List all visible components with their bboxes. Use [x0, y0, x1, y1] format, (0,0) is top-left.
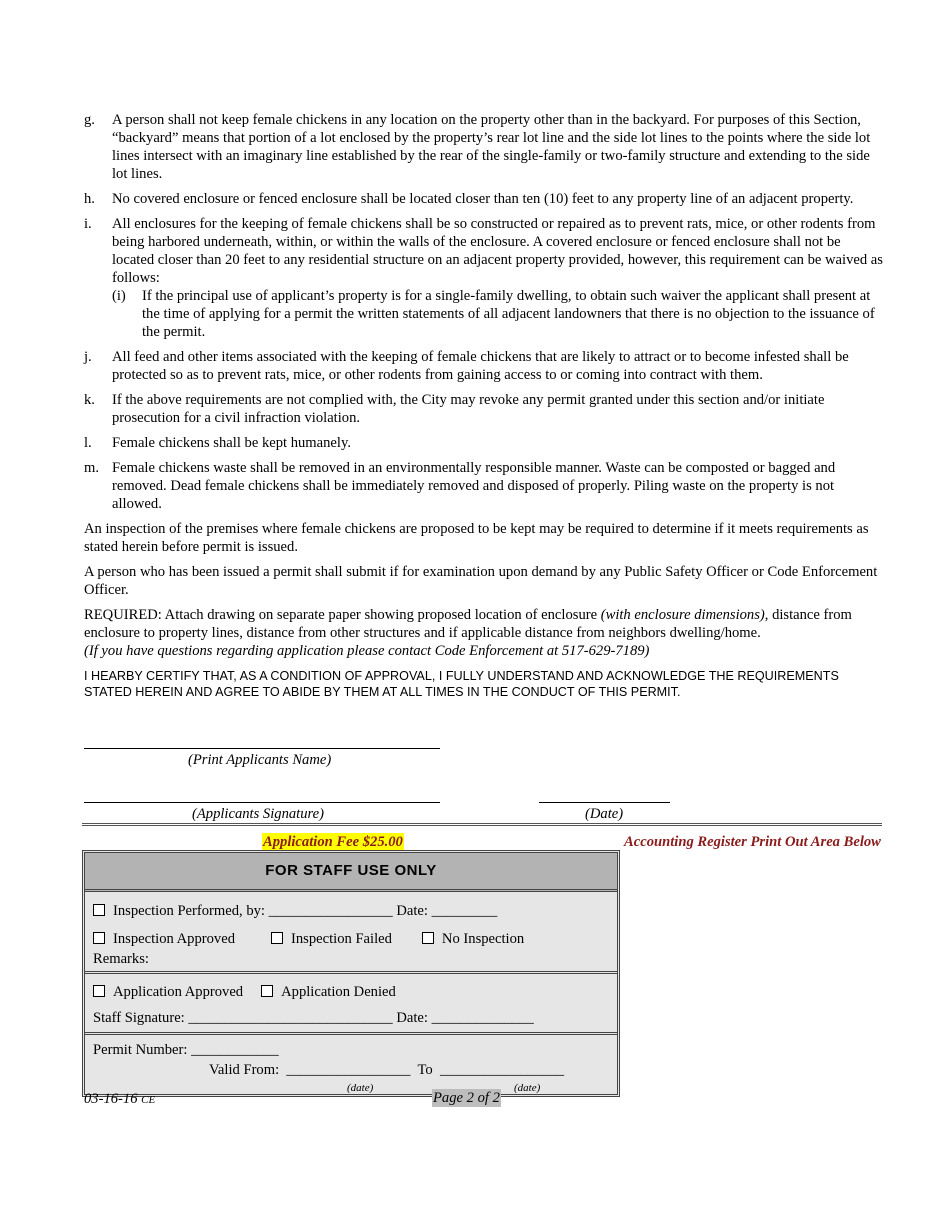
section-text: Female chickens waste shall be removed in an environmentally responsible manner. Waste can be composted or bagged and removed. Dead female chickens shall be immediately removed and disposed of properly. Piling waste on the property is not allowed. — [112, 460, 836, 512]
approval-row — [93, 980, 609, 1004]
subitem-marker: (i) — [112, 288, 126, 304]
remarks-label: Remarks: — [93, 951, 149, 967]
no-inspection-checkbox[interactable] — [422, 932, 434, 944]
date-line[interactable] — [539, 802, 670, 803]
section-h — [84, 190, 884, 208]
required-rest: , distance from enclosure to property lines, distance from other structures and if applicable distance from neighbors dwelling/home. — [84, 607, 852, 641]
section-i — [84, 215, 884, 341]
form-revision-code — [84, 1090, 155, 1109]
revision-dept: CE — [141, 1094, 156, 1106]
signature-label: (Applicants Signature) — [192, 806, 324, 822]
section-g — [84, 111, 884, 183]
inspection-performed-checkbox[interactable] — [93, 904, 105, 916]
section-text: All enclosures for the keeping of female chickens shall be so constructed or repaired as to prevent rats, mice, or other rodents from being harbored underneath, within, or within the walls of the enclosure. A covered enclosure or fenced enclosure shall not be located closer than 20 feet to any residential structure on an adjacent property provided, however, this requirement can be waived as follows: — [112, 216, 883, 286]
print-name-line[interactable] — [84, 748, 440, 749]
date-label: (Date) — [585, 806, 624, 822]
section-marker: g. — [84, 112, 95, 128]
section-marker: l. — [84, 435, 92, 451]
section-l — [84, 434, 884, 452]
accounting-area-label: Accounting Register Print Out Area Below — [624, 834, 881, 850]
inspection-performed-label: Inspection Performed, by: _________________ Date: _________ — [113, 903, 498, 919]
subitem-text: If the principal use of applicant’s property is for a single-family dwelling, to obtain such waiver the applicant shall present at the time of applying for a permit the written statements of all adjacent landowners that there is no objection to the issuance of the permit. — [142, 288, 875, 340]
application-denied-label: Application Denied — [281, 984, 396, 1000]
permit-section — [85, 1035, 617, 1094]
staff-use-box — [82, 850, 620, 1097]
section-divider — [82, 823, 882, 826]
section-text: Female chickens shall be kept humanely. — [112, 435, 351, 451]
required-contact: (If you have questions regarding application please contact Code Enforcement at 517-629-7189) — [84, 643, 650, 659]
application-fee: Application Fee $25.00 — [263, 834, 403, 850]
inspection-section — [85, 892, 617, 974]
staff-use-title: FOR STAFF USE ONLY — [85, 853, 617, 892]
valid-from-date-hint: (date) — [347, 1082, 374, 1094]
no-inspection-label: No Inspection — [441, 931, 525, 947]
valid-to-date-hint: (date) — [514, 1082, 541, 1094]
application-approved-checkbox[interactable] — [93, 985, 105, 997]
section-m — [84, 459, 884, 513]
section-text: No covered enclosure or fenced enclosure shall be located closer than ten (10) feet to any property line of an adjacent property. — [112, 191, 854, 207]
section-text: If the above requirements are not complied with, the City may revoke any permit granted under this section and/or initiate prosecution for a civil infraction violation. — [112, 392, 825, 426]
inspection-performed-row — [93, 899, 609, 923]
revision-date: 03-16-16 — [84, 1091, 142, 1107]
section-marker: k. — [84, 392, 95, 408]
section-marker: h. — [84, 191, 95, 207]
signature-line[interactable] — [84, 802, 440, 803]
page-number: Page 2 of 2 — [433, 1090, 500, 1106]
staff-signature-row: Staff Signature: ____________________________ Date: ______________ — [93, 1010, 534, 1026]
application-denied-checkbox[interactable] — [261, 985, 273, 997]
inspection-paragraph: An inspection of the premises where female chickens are proposed to be kept may be required to determine if it meets requirements as stated herein before permit is issued. — [84, 521, 869, 555]
permit-paragraph: A person who has been issued a permit shall submit if for examination upon demand by any Public Safety Officer or Code Enforcement Officer. — [84, 564, 878, 598]
application-approved-label: Application Approved — [113, 984, 244, 1000]
section-i-subitem — [112, 287, 884, 341]
required-dims: (with enclosure dimensions) — [600, 607, 765, 623]
section-marker: i. — [84, 216, 92, 232]
section-marker: m. — [84, 460, 99, 476]
inspection-failed-checkbox[interactable] — [271, 932, 283, 944]
approval-section — [85, 974, 617, 1035]
section-marker: j. — [84, 349, 92, 365]
valid-from-row: Valid From: _________________ To _________________ — [209, 1062, 565, 1078]
date-hints-row — [93, 1079, 609, 1094]
print-name-label: (Print Applicants Name) — [188, 752, 332, 768]
inspection-failed-label: Inspection Failed — [291, 931, 392, 947]
required-paragraph — [84, 606, 884, 660]
inspection-approved-label: Inspection Approved — [113, 931, 235, 947]
inspection-approved-checkbox[interactable] — [93, 932, 105, 944]
permit-number-row: Permit Number: ____________ — [93, 1042, 279, 1058]
section-j — [84, 348, 884, 384]
inspection-result-row — [93, 927, 609, 951]
certification-statement: I HEARBY CERTIFY THAT, AS A CONDITION OF APPROVAL, I FULLY UNDERSTAND AND ACKNOWLEDGE THE REQUIREMENTS STATED HEREIN AND AGREE TO ABIDE BY THEM AT ALL TIMES IN THE CONDUCT OF THIS PERMIT. — [84, 669, 839, 699]
section-text: A person shall not keep female chickens in any location on the property other than in the backyard. For purposes of this Section, “backyard” means that portion of a lot enclosed by the property’s rear lot line and the side lot lines to the points where the side lot lines intersect with an imaginary line established by the rear of the single-family or two-family structure and extending to the side lot lines. — [112, 112, 871, 182]
regulations-body — [84, 111, 884, 700]
section-k — [84, 391, 884, 427]
section-text: All feed and other items associated with the keeping of female chickens that are likely to attract or to become infested shall be protected so as to prevent rats, mice, or other rodents from gaining access to or coming into contract with them. — [112, 349, 849, 383]
required-lead: REQUIRED: Attach drawing on separate paper showing proposed location of enclosure — [84, 607, 601, 623]
